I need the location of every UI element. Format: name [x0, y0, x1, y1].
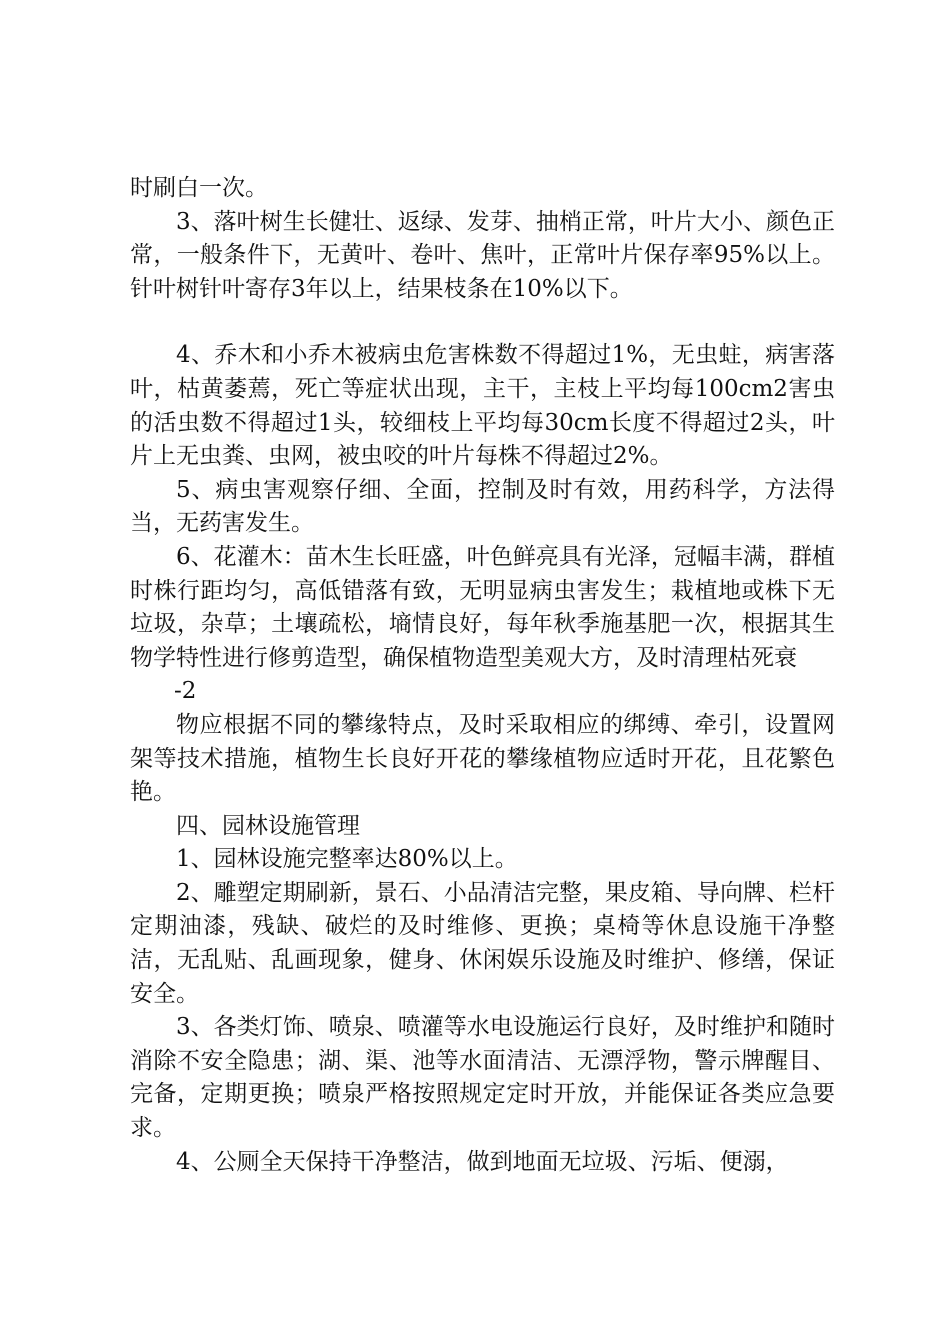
section-heading-facilities: 四、园林设施管理	[176, 812, 360, 839]
paragraph-facility-2: 2、雕塑定期刷新，景石、小品清洁完整，果皮箱、导向牌、栏杆定期油漆，残缺、破烂的及时维修、更换；桌椅等休息设施干净整洁，无乱贴、乱画现象，健身、休闲娱乐设施及时维护、修缮，保证安全。	[130, 879, 835, 1007]
paragraph-item-4: 4、乔木和小乔木被病虫危害株数不得超过1%，无虫蛀，病害落叶，枯黄萎蔫，死亡等症状出现，主干，主枝上平均每100cm2害虫的活虫数不得超过1头，较细枝上平均每30cm长度不得超过2头，叶片上无虫粪、虫网，被虫咬的叶片每株不得超过2%。	[130, 342, 835, 470]
paragraph-facility-4: 4、公厕全天保持干净整洁，做到地面无垃圾、污垢、便溺，	[176, 1148, 789, 1175]
paragraph-continuation: 时刷白一次。	[130, 175, 268, 201]
document-body	[130, 172, 835, 1179]
paragraph-item-5: 5、病虫害观察仔细、全面，控制及时有效，用药科学，方法得当，无药害发生。	[130, 476, 835, 537]
paragraph-climbing-plants: 物应根据不同的攀缘特点，及时采取相应的绑缚、牵引，设置网架等技术措施，植物生长良好开花的攀缘植物应适时开花，且花繁色艳。	[130, 711, 835, 806]
paragraph-facility-1: 1、园林设施完整率达80%以上。	[176, 846, 518, 873]
paragraph-item-3: 3、落叶树生长健壮、返绿、发芽、抽梢正常，叶片大小、颜色正常，一般条件下，无黄叶、卷叶、焦叶，正常叶片保存率95%以上。针叶树针叶寄存3年以上，结果枝条在10%以下。	[130, 208, 835, 302]
page-number: -2	[174, 678, 197, 705]
paragraph-item-6: 6、花灌木：苗木生长旺盛，叶色鲜亮具有光泽，冠幅丰满，群植时株行距均匀，高低错落有致，无明显病虫害发生；栽植地或株下无垃圾，杂草；土壤疏松，墒情良好，每年秋季施基肥一次，根据其生物学特性进行修剪造型，确保植物造型美观大方，及时清理枯死衰	[130, 543, 835, 671]
paragraph-facility-3: 3、各类灯饰、喷泉、喷灌等水电设施运行良好，及时维护和随时消除不安全隐患；湖、渠、池等水面清洁、无漂浮物，警示牌醒目、完备，定期更换；喷泉严格按照规定定时开放，并能保证各类应急要求。	[130, 1014, 835, 1142]
